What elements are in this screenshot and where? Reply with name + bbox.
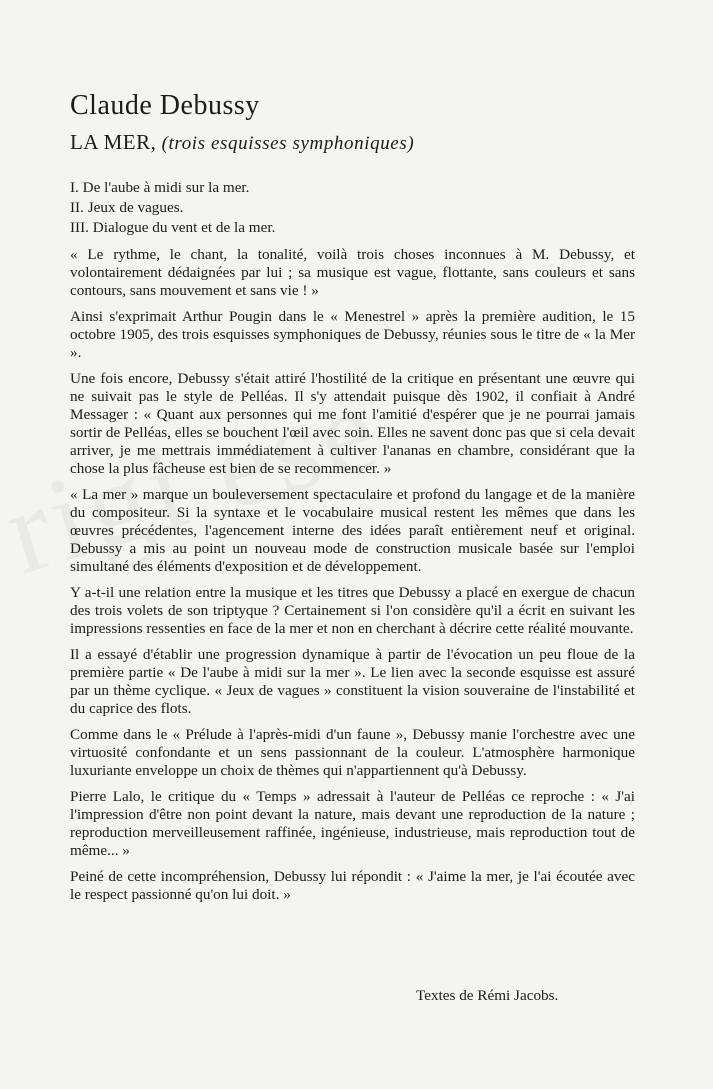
paragraph: Y a-t-il une relation entre la musique et les titres que Debussy a placé en exergue de chacun des trois volets de son triptyque ? Certainement si l'on considère qu'il a écrit en suivant les impressions ressenties en face de la mer et non en cherchant à décrire cette réalité mouvante. [70, 584, 635, 637]
document-body [70, 88, 635, 912]
movements-list [70, 178, 635, 238]
paragraph: Une fois encore, Debussy s'était attiré l'hostilité de la critique en présentant une œuvre qui ne suivait pas le style de Pelléas. Il s'y attendait puisque dès 1902, il confiait à André Messager : « Quant aux personnes qui me font l'amitié d'espérer que je ne pourrai jamais sortir de Pelléas, elles se bouchent l'œil avec soin. Elles ne savent donc pas que si cela devait arriver, je me mettrais immédiatement à cultiver l'ananas en chambre, considérant que la chose la plus fâcheuse est bien de se recommencer. » [70, 370, 635, 477]
work-subtitle: (trois esquisses symphoniques) [161, 133, 415, 154]
text-body [70, 246, 635, 904]
paragraph: Pierre Lalo, le critique du « Temps » adressait à l'auteur de Pelléas ce reproche : « J'ai l'impression d'être non point devant la nature, mais devant une reproduction de la nature ; reproduction merveilleusement raffinée, ingénieuse, industrieuse, mais reproduction tout de même... » [70, 788, 635, 859]
composer-heading: Claude Debussy [70, 90, 260, 121]
paragraph: Peiné de cette incompréhension, Debussy lui répondit : « J'aime la mer, je l'ai écoutée avec le respect passionné qu'on lui doit. » [70, 868, 635, 903]
paragraph: « La mer » marque un bouleversement spectaculaire et profond du langage et de la manière du compositeur. Si la syntaxe et le vocabulaire musical restent les mêmes que dans les œuvres précédentes, l'agencement interne des idées paraît entièrement neuf et original. Debussy a mis au point un nouveau mode de construction musicale basée sur l'emploi simultané des éléments d'exposition et de développement. [70, 486, 635, 575]
movement-item: I. De l'aube à midi sur la mer. [70, 179, 250, 196]
work-title-line [70, 128, 635, 158]
work-title: LA MER, [70, 130, 157, 154]
paragraph: « Le rythme, le chant, la tonalité, voilà trois choses inconnues à M. Debussy, et volontairement dédaignées par lui ; sa musique est vague, flottante, sans couleurs et sans contours, sans mouvement et sans vie ! » [70, 246, 635, 299]
paragraph: Comme dans le « Prélude à l'après-midi d'un faune », Debussy manie l'orchestre avec une virtuosité confondante et un sens passionnant de la couleur. L'atmosphère harmonique luxuriante enveloppe un choix de thèmes qui n'appartiennent qu'à Debussy. [70, 726, 635, 779]
paragraph: Ainsi s'exprimait Arthur Pougin dans le « Menestrel » après la première audition, le 15 octobre 1905, des trois esquisses symphoniques de Debussy, réunies sous le titre de « la Mer ». [70, 308, 635, 361]
paragraph: Il a essayé d'établir une progression dynamique à partir de l'évocation un peu floue de la première partie « De l'aube à midi sur la mer ». Le lien avec la seconde esquisse est assuré par un thème cyclique. « Jeux de vagues » constituent la vision souveraine de l'instabilité et du caprice des flots. [70, 646, 635, 717]
author-credit: Textes de Rémi Jacobs. [416, 987, 559, 1004]
movement-item: II. Jeux de vagues. [70, 199, 184, 216]
movement-item: III. Dialogue du vent et de la mer. [70, 219, 276, 236]
